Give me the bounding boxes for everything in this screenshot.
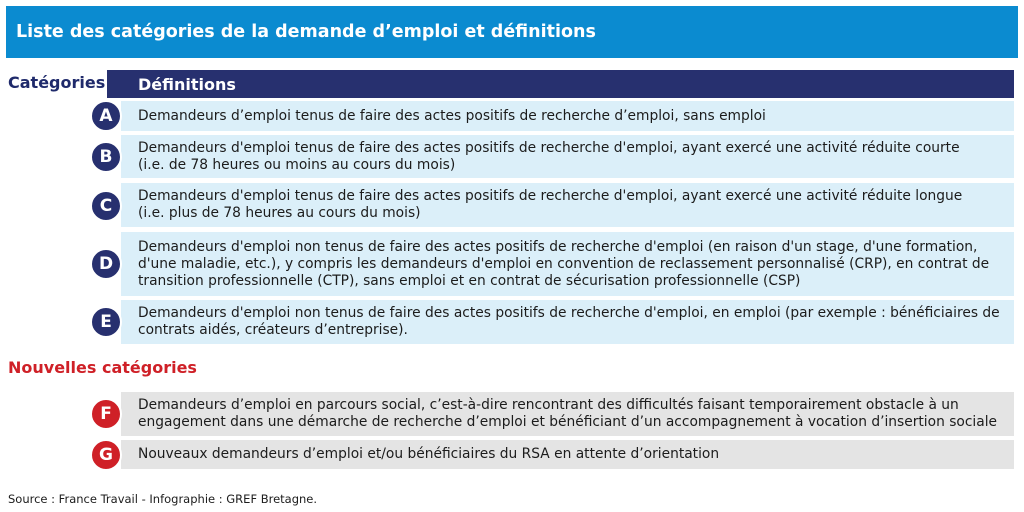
definition-line: engagement dans une démarche de recherche d’emploi et bénéficiant d’un accompagnement à vocation d’insertion sociale [138, 414, 998, 430]
category-badge-g: G [90, 439, 122, 471]
definition-line: Demandeurs d’emploi en parcours social, c’est-à-dire rencontrant des difficultés faisant temporairement obstacle à un [138, 397, 959, 413]
definition-line: (i.e. de 78 heures ou moins au cours du mois) [138, 156, 456, 173]
category-row-g [121, 440, 1014, 469]
category-badge-a: A [90, 100, 122, 132]
category-row-d [121, 232, 1014, 296]
category-row-e [121, 300, 1014, 344]
definition-line: Demandeurs d'emploi non tenus de faire des actes positifs de recherche d'emploi (en raison d'un stage, d'une formation, [138, 238, 978, 255]
category-badge-f: F [90, 398, 122, 430]
category-row-a [121, 101, 1014, 131]
definition-line: contrats aidés, créateurs d’entreprise). [138, 322, 408, 338]
category-row-f [121, 392, 1014, 436]
definition-line: Nouveaux demandeurs d’emploi et/ou bénéficiaires du RSA en attente d’orientation [138, 446, 720, 462]
definition-line: d'une maladie, etc.), y compris les demandeurs d'emploi en convention de reclassement personnalisé (CRP), en contrat de [138, 255, 990, 272]
category-badge-d: D [90, 248, 122, 280]
definition-line: Demandeurs d’emploi tenus de faire des actes positifs de recherche d’emploi, sans emploi [138, 107, 766, 124]
category-badge-b: B [90, 141, 122, 173]
definition-line: Demandeurs d'emploi tenus de faire des actes positifs de recherche d'emploi, ayant exercé une activité réduite courte [138, 139, 960, 156]
definition-line: transition professionnelle (CTP), sans emploi et en contrat de sécurisation professionnelle (CSP) [138, 272, 801, 289]
category-row-b [121, 135, 1014, 178]
category-badge-c: C [90, 190, 122, 222]
source-caption: Source : France Travail - Infographie : GREF Bretagne. [8, 492, 318, 506]
definitions-column-header: Définitions [107, 70, 1014, 98]
category-row-c [121, 183, 1014, 227]
definition-line: Demandeurs d'emploi tenus de faire des actes positifs de recherche d'emploi, ayant exercé une activité réduite longue [138, 188, 963, 204]
category-badge-e: E [90, 306, 122, 338]
categories-column-label: Catégories [8, 73, 106, 92]
definition-line: (i.e. plus de 78 heures au cours du mois) [138, 205, 421, 221]
new-categories-label: Nouvelles catégories [8, 358, 197, 377]
definition-line: Demandeurs d'emploi non tenus de faire des actes positifs de recherche d'emploi, en emploi (par exemple : bénéficiaires de [138, 305, 1000, 321]
page-title: Liste des catégories de la demande d’emploi et définitions [6, 6, 1018, 58]
